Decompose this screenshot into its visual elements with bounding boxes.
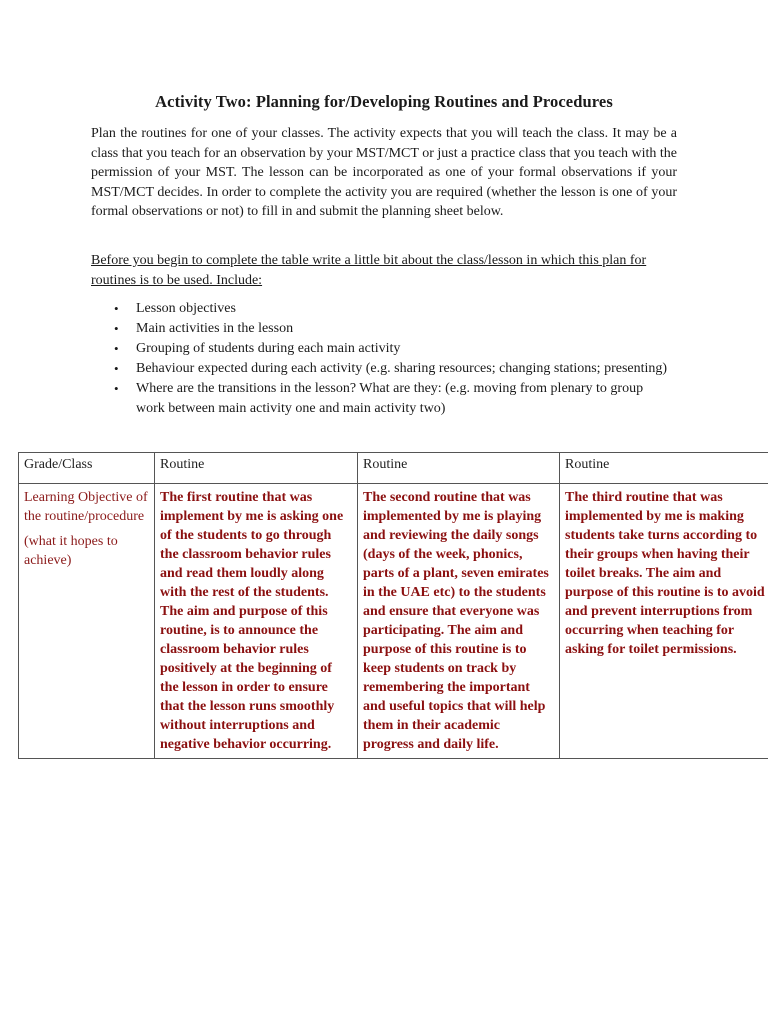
bullet-text: Where are the transitions in the lesson? What are they: (e.g. moving from plenary to group work between main activity one and main activity two) <box>136 381 644 416</box>
bullet-item <box>112 359 672 379</box>
routines-table <box>18 452 768 759</box>
header-grade-class: Grade/Class <box>19 453 155 484</box>
row-label-sub: (what it hopes to achieve) <box>24 534 118 568</box>
bullet-icon: • <box>114 321 119 336</box>
routine-1-cell: The first routine that was implement by me is asking one of the students to go through the classroom behavior rules and read them loudly along with the rest of the students. The aim and purpose of this routine, is to announce the classroom behavior rules positively at the beginning of the lesson in order to ensure that the lesson runs smoothly without interruptions and negative behavior occurring. <box>155 484 358 759</box>
bullet-list <box>112 299 672 419</box>
bullet-icon: • <box>114 381 119 396</box>
bullet-text: Main activities in the lesson <box>136 321 294 336</box>
instruction-paragraph: Before you begin to complete the table write a little bit about the class/lesson in which this plan for routines is to be used. Include: <box>91 253 647 288</box>
page-title: Activity Two: Planning for/Developing Routines and Procedures <box>155 92 613 111</box>
header-routine-2: Routine <box>358 453 560 484</box>
intro-paragraph: Plan the routines for one of your classes. The activity expects that you will teach the class. It may be a class that you teach for an observation by your MST/MCT or just a practice class that you teach with the permission of your MST. The lesson can be incorporated as one of your formal observations if your MST/MCT decides. In order to complete the activity you are required (whether the lesson is one of your formal observations or not) to fill in and submit the planning sheet below. <box>91 126 677 219</box>
row-label: Learning Objective of the routine/procedure <box>24 490 148 524</box>
row-label-cell <box>19 484 155 759</box>
bullet-icon: • <box>114 361 119 376</box>
header-routine-3: Routine <box>560 453 768 484</box>
bullet-item <box>112 319 672 339</box>
routine-2-cell: The second routine that was implemented by me is playing and reviewing the daily songs (days of the week, phonics, parts of a plant, seven emirates in the UAE etc) to the students and ensure that everyone was participating. The aim and purpose of this routine is to keep students on track by remembering the important and useful topics that will help them in their academic progress and daily life. <box>358 484 560 759</box>
bullet-icon: • <box>114 341 119 356</box>
bullet-item <box>112 299 672 319</box>
routine-3-cell: The third routine that was implemented by me is making students take turns according to their groups when having their toilet breaks. The aim and purpose of this routine is to avoid and prevent interruptions from occurring when teaching for asking for toilet permissions. <box>560 484 768 759</box>
bullet-text: Behaviour expected during each activity (e.g. sharing resources; changing stations; presenting) <box>136 361 668 376</box>
bullet-item <box>112 379 672 418</box>
table-row <box>19 484 768 759</box>
bullet-text: Lesson objectives <box>136 301 236 316</box>
bullet-icon: • <box>114 301 119 316</box>
bullet-item <box>112 339 672 359</box>
header-routine-1: Routine <box>155 453 358 484</box>
table-header-row <box>19 453 768 484</box>
bullet-text: Grouping of students during each main activity <box>136 341 401 356</box>
